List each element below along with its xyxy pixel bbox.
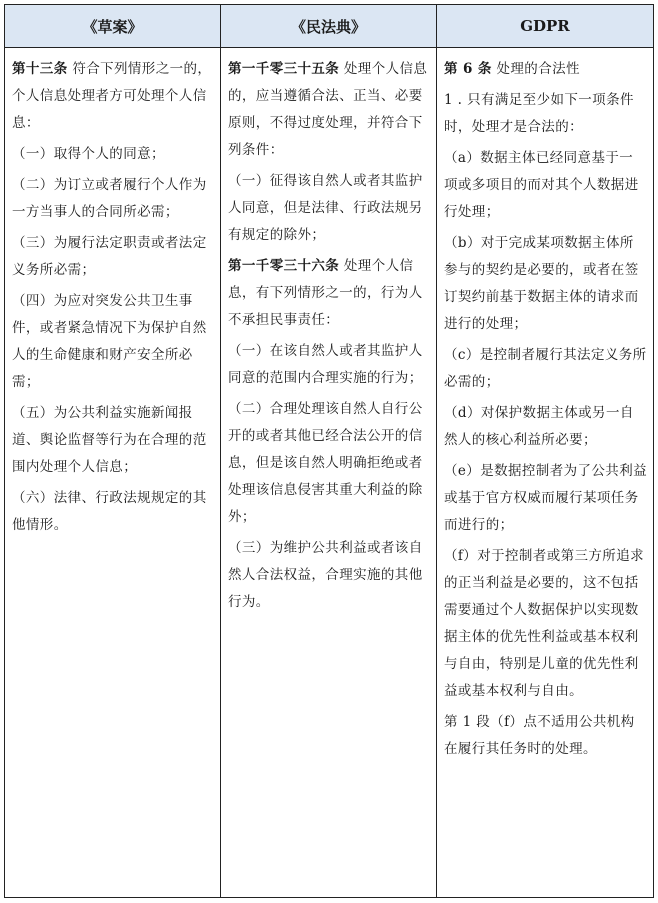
article-title: 第 6 条 — [444, 61, 492, 77]
comparison-table — [4, 4, 654, 898]
list-item: （三）为维护公共利益或者该自然人合法权益，合理实施的其他行为。 — [228, 540, 423, 610]
list-item: （三）为履行法定职责或者法定义务所必需； — [12, 235, 207, 278]
article-intro: 处理个人信息，有下列情形之一的，行为人不承担民事责任： — [228, 258, 423, 328]
list-item: （b）对于完成某项数据主体所参与的契约是必要的，或者在签订契约前基于数据主体的请求而进行的处理； — [444, 235, 639, 332]
header-gdpr: GDPR — [520, 17, 570, 35]
list-item: （a）数据主体已经同意基于一项或多项目的而对其个人数据进行处理； — [444, 150, 639, 220]
article-title: 第十三条 — [12, 61, 68, 77]
list-item: （二）合理处理该自然人自行公开的或者其他已经合法公开的信息，但是该自然人明确拒绝或者处理该信息侵害其重大利益的除外； — [228, 401, 423, 525]
article-13 — [12, 56, 214, 137]
list-item: 第 1 段（f）点不适用公共机构在履行其任务时的处理。 — [444, 714, 635, 757]
article-1035 — [228, 56, 430, 164]
list-item: （五）为公共利益实施新闻报道、舆论监督等行为在合理的范围内处理个人信息； — [12, 405, 207, 475]
list-item: 1 . 只有满足至少如下一项条件时，处理才是合法的： — [444, 92, 634, 135]
article-intro: 处理个人信息的，应当遵循合法、正当、必要原则，不得过度处理，并符合下列条件： — [228, 61, 428, 158]
list-item: （f）对于控制者或第三方所追求的正当利益是必要的，这不包括需要通过个人数据保护以实现数据主体的优先性利益或基本权利与自由，特别是儿童的优先性利益或基本权利与自由。 — [444, 548, 644, 699]
column-draft — [5, 48, 221, 897]
article-title: 第一千零三十六条 — [228, 258, 340, 274]
list-item: （二）为订立或者履行个人作为一方当事人的合同所必需； — [12, 177, 207, 220]
article-1036 — [228, 253, 430, 334]
list-item: （e）是数据控制者为了公共利益或基于官方权威而履行某项任务而进行的； — [444, 463, 647, 533]
column-gdpr — [437, 48, 653, 897]
list-item: （一）取得个人的同意； — [12, 146, 165, 162]
table-header-row — [5, 5, 653, 48]
header-civil-code: 《民法典》 — [221, 5, 437, 47]
table-body-row — [5, 48, 653, 897]
list-item: （一）征得该自然人或者其监护人同意，但是法律、行政法规另有规定的除外； — [228, 173, 423, 243]
article-intro: 处理的合法性 — [496, 61, 580, 77]
list-item: （d）对保护数据主体或另一自然人的核心利益所必要； — [444, 405, 634, 448]
list-item: （六）法律、行政法规规定的其他情形。 — [12, 490, 207, 533]
article-6 — [444, 56, 647, 83]
article-intro: 符合下列情形之一的，个人信息处理者方可处理个人信息： — [12, 61, 212, 131]
article-title: 第一千零三十五条 — [228, 61, 340, 77]
list-item: （四）为应对突发公共卫生事件，或者紧急情况下为保护自然人的生命健康和财产安全所必需； — [12, 293, 207, 390]
header-draft: 《草案》 — [5, 5, 221, 47]
list-item: （c）是控制者履行其法定义务所必需的； — [444, 347, 647, 390]
list-item: （一）在该自然人或者其监护人同意的范围内合理实施的行为； — [228, 343, 423, 386]
column-civil-code — [221, 48, 437, 897]
